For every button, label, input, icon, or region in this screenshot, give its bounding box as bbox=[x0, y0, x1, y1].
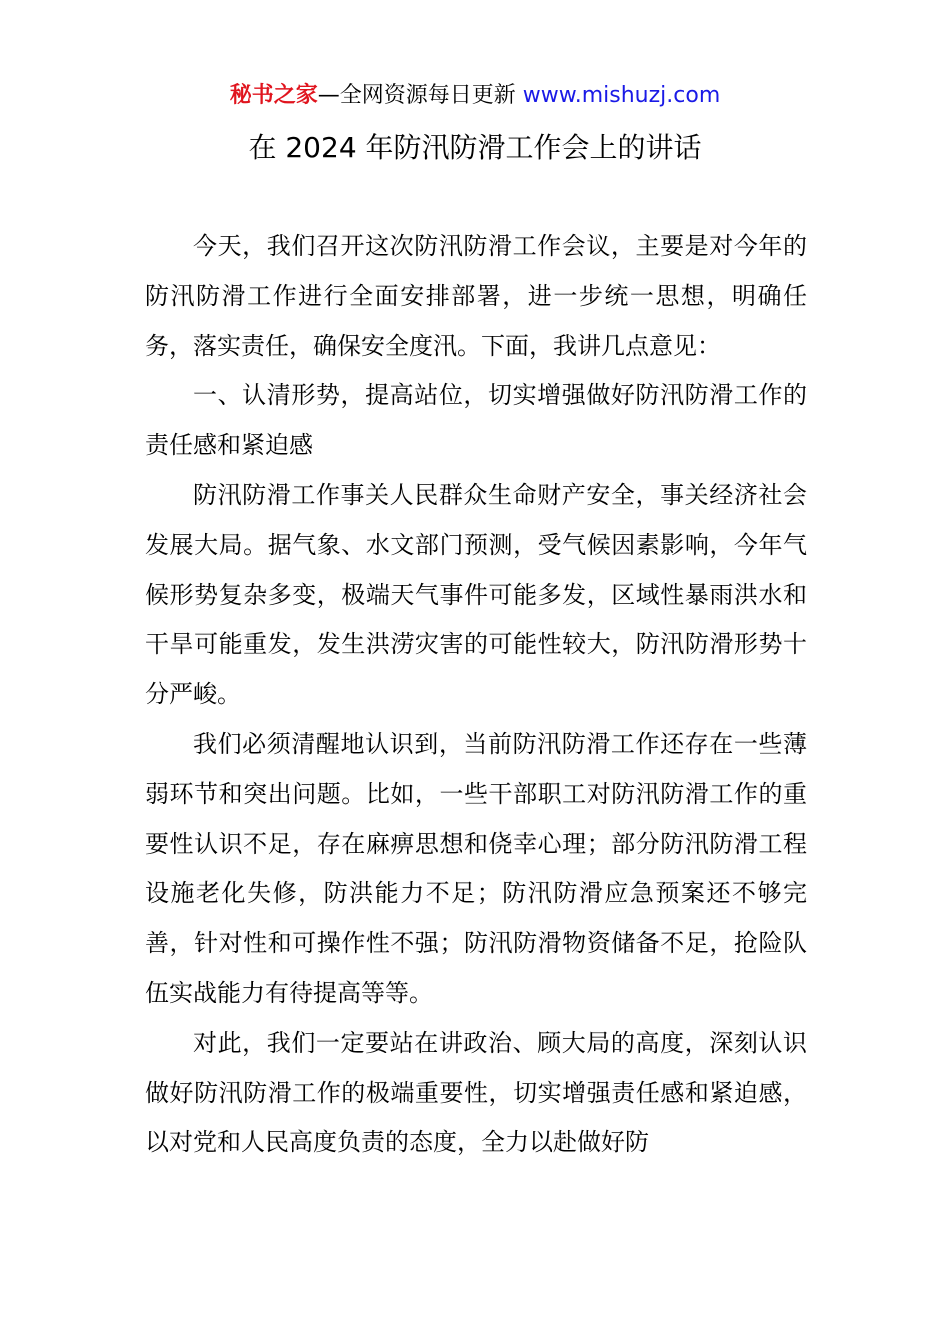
document-body bbox=[145, 222, 807, 1168]
paragraph-problems: 我们必须清醒地认识到，当前防汛防滑工作还存在一些薄弱环节和突出问题。比如，一些干部职工对防汛防滑工作的重要性认识不足，存在麻痹思想和侥幸心理；部分防汛防滑工程设施老化失修，防洪能力不足；防汛防滑应急预案还不够完善，针对性和可操作性不强；防汛防滑物资储备不足，抢险队伍实战能力有待提高等等。 bbox=[145, 729, 807, 1007]
paragraph-situation: 防汛防滑工作事关人民群众生命财产安全，事关经济社会发展大局。据气象、水文部门预测，受气候因素影响，今年气候形势复杂多变，极端天气事件可能多发，区域性暴雨洪水和干旱可能重发，发生洪涝灾害的可能性较大，防汛防滑形势十分严峻。 bbox=[145, 480, 807, 709]
section-heading-1: 一、认清形势，提高站位，切实增强做好防汛防滑工作的责任感和紧迫感 bbox=[145, 381, 807, 460]
site-brand: 秘书之家 bbox=[229, 83, 318, 108]
site-url-link[interactable]: www.mishuzj.com bbox=[522, 83, 721, 108]
site-tagline: —全网资源每日更新 bbox=[317, 83, 523, 108]
paragraph-response: 对此，我们一定要站在讲政治、顾大局的高度，深刻认识做好防汛防滑工作的极端重要性，切实增强责任感和紧迫感，以对党和人民高度负责的态度，全力以赴做好防 bbox=[145, 1028, 807, 1157]
document-title: 在 2024 年防汛防滑工作会上的讲话 bbox=[248, 131, 702, 164]
paragraph-intro: 今天，我们召开这次防汛防滑工作会议，主要是对今年的防汛防滑工作进行全面安排部署，进一步统一思想，明确任务，落实责任，确保安全度汛。下面，我讲几点意见： bbox=[145, 232, 807, 360]
site-header bbox=[0, 80, 950, 112]
